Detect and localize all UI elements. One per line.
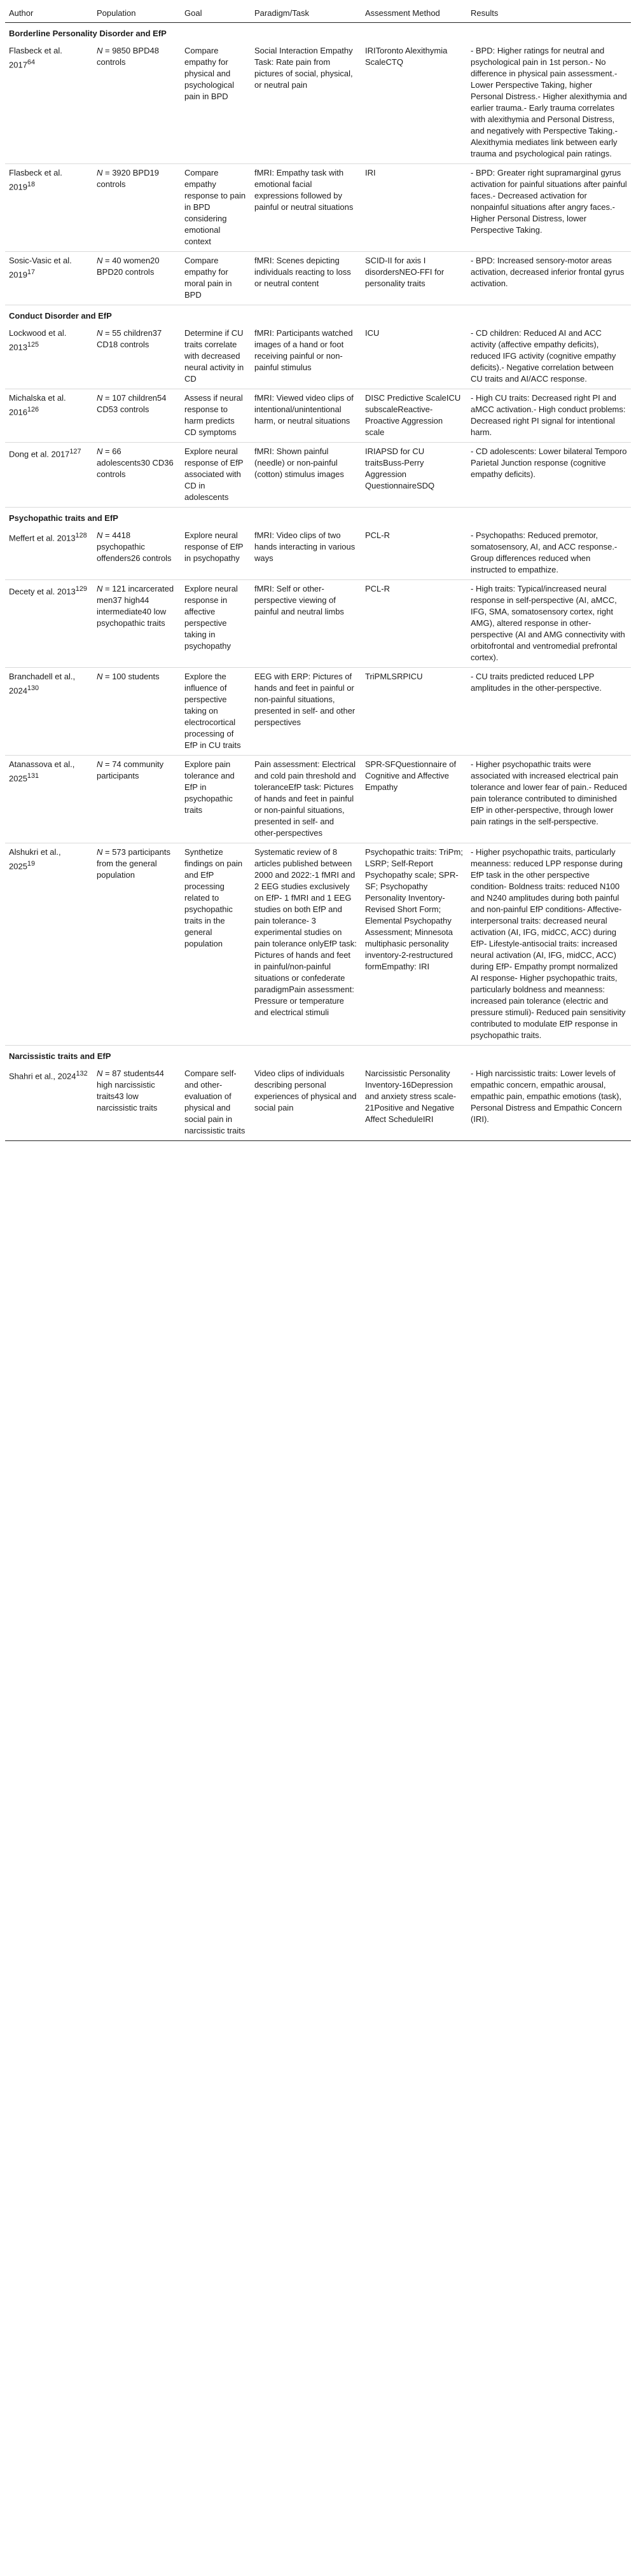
header-population: Population bbox=[93, 4, 181, 23]
sample-size-label: N bbox=[97, 584, 103, 593]
cell-author bbox=[5, 580, 93, 668]
reference-number: 17 bbox=[27, 268, 35, 276]
sample-size-label: N bbox=[97, 530, 103, 540]
section-header-row bbox=[5, 23, 631, 43]
reference-number: 131 bbox=[27, 772, 39, 780]
population-text: = 107 children54 CD53 controls bbox=[97, 393, 167, 414]
reference-number: 18 bbox=[27, 181, 35, 188]
cell-author bbox=[5, 389, 93, 443]
sample-size-label: N bbox=[97, 328, 103, 338]
author-text: Alshukri et al., 2025 bbox=[9, 847, 61, 871]
cell-paradigm: fMRI: Scenes depicting individuals reacting to loss or neutral content bbox=[251, 252, 361, 305]
header-assessment: Assessment Method bbox=[361, 4, 467, 23]
table-row bbox=[5, 443, 631, 508]
section-title: Narcissistic traits and EfP bbox=[9, 1051, 111, 1061]
cell-results: - BPD: Increased sensory-motor areas activation, decreased inferior frontal gyrus activation. bbox=[467, 252, 631, 305]
reference-number: 129 bbox=[75, 585, 87, 593]
reference-number: 64 bbox=[27, 59, 35, 66]
cell-goal: Determine if CU traits correlate with decreased neural activity in CD bbox=[181, 324, 251, 389]
table-row bbox=[5, 668, 631, 756]
author-text: Dong et al. 2017 bbox=[9, 449, 70, 459]
cell-population bbox=[93, 42, 181, 164]
cell-paradigm: Video clips of individuals describing personal experiences of physical and social pain bbox=[251, 1065, 361, 1141]
cell-results: - High traits: Typical/increased neural response in self-perspective (AI, aMCC, IFG, SMA, somatosensory cortex, right AMG), altered response in other-perspective (AI and AMG connectivity with orbitofrontal and ventromedial prefrontal cortex). bbox=[467, 580, 631, 668]
table-row bbox=[5, 1065, 631, 1141]
cell-goal: Assess if neural response to harm predicts CD symptoms bbox=[181, 389, 251, 443]
cell-paradigm: Social Interaction Empathy Task: Rate pain from pictures of social, physical, or neutral pain bbox=[251, 42, 361, 164]
cell-goal: Compare empathy for moral pain in BPD bbox=[181, 252, 251, 305]
sample-size-label: N bbox=[97, 46, 103, 55]
cell-paradigm: fMRI: Empathy task with emotional facial expressions followed by painful or neutral situations bbox=[251, 164, 361, 252]
cell-population bbox=[93, 668, 181, 756]
cell-paradigm: EEG with ERP: Pictures of hands and feet in painful or non-painful situations, presented in self- and other perspectives bbox=[251, 668, 361, 756]
population-text: = 87 students44 high narcissistic traits43 low narcissistic traits bbox=[97, 1069, 164, 1112]
cell-author bbox=[5, 527, 93, 580]
sample-size-label: N bbox=[97, 168, 103, 177]
section-header-row bbox=[5, 305, 631, 325]
reference-number: 128 bbox=[75, 532, 87, 539]
table-row bbox=[5, 252, 631, 305]
cell-results: - Psychopaths: Reduced premotor, somatosensory, AI, and ACC response.- Group differences reduced when instructed to empathize. bbox=[467, 527, 631, 580]
cell-author bbox=[5, 668, 93, 756]
cell-assessment: Narcissistic Personality Inventory-16Depression and anxiety stress scale-21Positive and Negative Affect ScheduleIRI bbox=[361, 1065, 467, 1141]
population-text: = 66 adolescents30 CD36 controls bbox=[97, 447, 174, 479]
cell-assessment: ICU bbox=[361, 324, 467, 389]
cell-paradigm: fMRI: Video clips of two hands interacting in various ways bbox=[251, 527, 361, 580]
cell-assessment: Psychopathic traits: TriPm; LSRP; Self-Report Psychopathy scale; SPR-SF; Psychopathy Personality Inventory-Revised Short Form; Elemental Psychopathy Assessment; Minnesota multiphasic personality inventory-2-restructured formEmpathy: IRI bbox=[361, 843, 467, 1046]
cell-goal: Explore neural response of EfP in psychopathy bbox=[181, 527, 251, 580]
author-text: Flasbeck et al. 2017 bbox=[9, 46, 62, 70]
cell-results: - Higher psychopathic traits, particularly meanness: reduced LPP response during EfP task in the other perspective condition- Boldness traits: reduced N100 and N240 amplitudes during both painful and non-painful EfP conditions- Affective-interpersonal traits: decreased neural activation (AI, IFG, midCC, ACC) during EfP- Lifestyle-antisocial traits: increased neural activation (AI, IFG, midCC, ACC) during EfP- Empathy prompt normalized AI response- Higher psychopathic traits, particularly boldness and meanness: increased pain tolerance (electric and pressure stimuli)- Reduced pain sensitivity contributed to modulate EfP response in psychopathic traits. bbox=[467, 843, 631, 1046]
cell-results: - Higher psychopathic traits were associated with increased electrical pain tolerance and lower fear of pain.- Reduced pain tolerance contributed to diminished EfP in other-perspective, through lower pain ratings in the self-perspective. bbox=[467, 756, 631, 843]
cell-results: - High CU traits: Decreased right PI and aMCC activation.- High conduct problems: Decreased right PI signal for intentional harm. bbox=[467, 389, 631, 443]
cell-assessment: PCL-R bbox=[361, 527, 467, 580]
cell-goal: Explore pain tolerance and EfP in psychopathic traits bbox=[181, 756, 251, 843]
author-text: Atanassova et al., 2025 bbox=[9, 759, 75, 784]
cell-assessment: SCID-II for axis I disordersNEO-FFI for personality traits bbox=[361, 252, 467, 305]
table-row bbox=[5, 527, 631, 580]
cell-goal: Compare empathy response to pain in BPD considering emotional context bbox=[181, 164, 251, 252]
population-text: = 9850 BPD48 controls bbox=[97, 46, 159, 67]
section-title: Conduct Disorder and EfP bbox=[9, 311, 112, 321]
header-results: Results bbox=[467, 4, 631, 23]
author-text: Lockwood et al. 2013 bbox=[9, 328, 67, 352]
cell-paradigm: fMRI: Self or other-perspective viewing of painful and neutral limbs bbox=[251, 580, 361, 668]
cell-paradigm: fMRI: Participants watched images of a hand or foot receiving painful or non-painful stimulus bbox=[251, 324, 361, 389]
cell-goal: Synthetize findings on pain and EfP processing related to psychopathic traits in the general population bbox=[181, 843, 251, 1046]
sample-size-label: N bbox=[97, 759, 103, 769]
cell-author bbox=[5, 164, 93, 252]
author-text: Meffert et al. 2013 bbox=[9, 533, 76, 543]
cell-author bbox=[5, 42, 93, 164]
header-goal: Goal bbox=[181, 4, 251, 23]
population-text: = 100 students bbox=[102, 672, 160, 681]
sample-size-label: N bbox=[97, 393, 103, 403]
cell-paradigm: Systematic review of 8 articles published between 2000 and 2022:-1 fMRI and 2 EEG studies exclusively on EfP- 1 fMRI and 1 EEG studies on both EfP and pain tolerance- 3 experimental studies on pain tolerance onlyEfP task: Pictures of hands and feet in painful/non-painful situations or confederate paradigmPain assessment: Pressure or temperature and electrical stimuli bbox=[251, 843, 361, 1046]
cell-assessment: SPR-SFQuestionnaire of Cognitive and Affective Empathy bbox=[361, 756, 467, 843]
cell-author bbox=[5, 843, 93, 1046]
cell-goal: Compare empathy for physical and psychological pain in BPD bbox=[181, 42, 251, 164]
cell-results: - CD adolescents: Lower bilateral Temporo Parietal Junction response (cognitive empathy deficits). bbox=[467, 443, 631, 508]
population-text: = 4418 psychopathic offenders26 controls bbox=[97, 530, 172, 563]
cell-assessment: IRI bbox=[361, 164, 467, 252]
cell-population bbox=[93, 580, 181, 668]
cell-goal: Explore neural response in affective perspective taking in psychopathy bbox=[181, 580, 251, 668]
section-header-row bbox=[5, 1046, 631, 1065]
cell-paradigm: Pain assessment: Electrical and cold pain threshold and toleranceEfP task: Pictures of hands and feet in painful or non-painful situations, presented in self- and other-perspectives bbox=[251, 756, 361, 843]
cell-population bbox=[93, 1065, 181, 1141]
cell-author bbox=[5, 756, 93, 843]
cell-results: - CD children: Reduced AI and ACC activity (affective empathy deficits), reduced IFG activity (cognitive empathy deficits).- Negative correlation between CU traits and AI/ACC response. bbox=[467, 324, 631, 389]
author-text: Branchadell et al., 2024 bbox=[9, 672, 76, 696]
cell-population bbox=[93, 527, 181, 580]
author-text: Decety et al. 2013 bbox=[9, 586, 76, 597]
sample-size-label: N bbox=[97, 847, 103, 857]
author-text: Sosic-Vasic et al. 2019 bbox=[9, 256, 72, 280]
header-paradigm: Paradigm/Task bbox=[251, 4, 361, 23]
sample-size-label: N bbox=[97, 256, 103, 265]
population-text: = 121 incarcerated men37 high44 intermediate40 low psychopathic traits bbox=[97, 584, 174, 628]
cell-assessment: TriPMLSRPICU bbox=[361, 668, 467, 756]
table-row bbox=[5, 164, 631, 252]
author-text: Shahri et al., 2024 bbox=[9, 1071, 76, 1081]
cell-assessment: IRIAPSD for CU traitsBuss-Perry Aggression QuestionnaireSDQ bbox=[361, 443, 467, 508]
reference-number: 132 bbox=[76, 1070, 88, 1077]
table-row bbox=[5, 389, 631, 443]
reference-number: 19 bbox=[27, 860, 35, 868]
reference-number: 126 bbox=[27, 406, 39, 413]
cell-population bbox=[93, 843, 181, 1046]
reference-number: 130 bbox=[27, 684, 39, 692]
cell-goal: Explore neural response of EfP associated with CD in adolescents bbox=[181, 443, 251, 508]
sample-size-label: N bbox=[97, 672, 103, 681]
reference-number: 125 bbox=[27, 341, 39, 349]
cell-results: - High narcissistic traits: Lower levels of empathic concern, empathic arousal, empathic pain, empathic emotions (task), Personal Distress and Empathic Concern (IRI). bbox=[467, 1065, 631, 1141]
section-title: Borderline Personality Disorder and EfP bbox=[9, 29, 167, 38]
table-row bbox=[5, 42, 631, 164]
cell-population bbox=[93, 756, 181, 843]
population-text: = 40 women20 BPD20 controls bbox=[97, 256, 160, 277]
efp-table bbox=[5, 4, 631, 1141]
cell-paradigm: fMRI: Shown painful (needle) or non-painful (cotton) stimulus images bbox=[251, 443, 361, 508]
cell-assessment: DISC Predictive ScaleICU subscaleReactive-Proactive Aggression scale bbox=[361, 389, 467, 443]
cell-results: - CU traits predicted reduced LPP amplitudes in the other-perspective. bbox=[467, 668, 631, 756]
cell-goal: Explore the influence of perspective taking on electrocortical processing of EfP in CU traits bbox=[181, 668, 251, 756]
cell-assessment: IRIToronto Alexithymia ScaleCTQ bbox=[361, 42, 467, 164]
cell-author bbox=[5, 252, 93, 305]
cell-population bbox=[93, 164, 181, 252]
population-text: = 573 participants from the general population bbox=[97, 847, 170, 880]
population-text: = 74 community participants bbox=[97, 759, 164, 780]
cell-population bbox=[93, 389, 181, 443]
sample-size-label: N bbox=[97, 447, 103, 456]
table-body bbox=[5, 23, 631, 1141]
cell-assessment: PCL-R bbox=[361, 580, 467, 668]
table-row bbox=[5, 843, 631, 1046]
author-text: Michalska et al. 2016 bbox=[9, 393, 66, 417]
section-header-row bbox=[5, 508, 631, 527]
cell-population bbox=[93, 324, 181, 389]
cell-population bbox=[93, 252, 181, 305]
section-title: Psychopathic traits and EfP bbox=[9, 513, 118, 523]
cell-paradigm: fMRI: Viewed video clips of intentional/unintentional harm, or neutral situations bbox=[251, 389, 361, 443]
header-row bbox=[5, 4, 631, 23]
cell-results: - BPD: Higher ratings for neutral and psychological pain in 1st person.- No difference in physical pain assessment.- Lower Perspective Taking, higher Personal Distress.- Higher alexithymia and earlier trauma.- Early trauma correlates with alexithymia and Personal Distress, and negatively with Perspective Taking.- Alexithymia mediates link between early trauma and psychological pain ratings. bbox=[467, 42, 631, 164]
population-text: = 3920 BPD19 controls bbox=[97, 168, 159, 189]
cell-author bbox=[5, 443, 93, 508]
cell-author bbox=[5, 324, 93, 389]
cell-results: - BPD: Greater right supramarginal gyrus activation for painful situations after painful faces.- Decreased activation for nonpainful situations after angry faces.- Higher Personal Distress, lower Perspective Taking. bbox=[467, 164, 631, 252]
header-author: Author bbox=[5, 4, 93, 23]
table-row bbox=[5, 756, 631, 843]
author-text: Flasbeck et al. 2019 bbox=[9, 168, 62, 192]
sample-size-label: N bbox=[97, 1069, 103, 1078]
cell-population bbox=[93, 443, 181, 508]
population-text: = 55 children37 CD18 controls bbox=[97, 328, 162, 349]
reference-number: 127 bbox=[69, 448, 81, 455]
table-row bbox=[5, 580, 631, 668]
table-row bbox=[5, 324, 631, 389]
cell-author bbox=[5, 1065, 93, 1141]
cell-goal: Compare self- and other-evaluation of physical and social pain in narcissistic traits bbox=[181, 1065, 251, 1141]
